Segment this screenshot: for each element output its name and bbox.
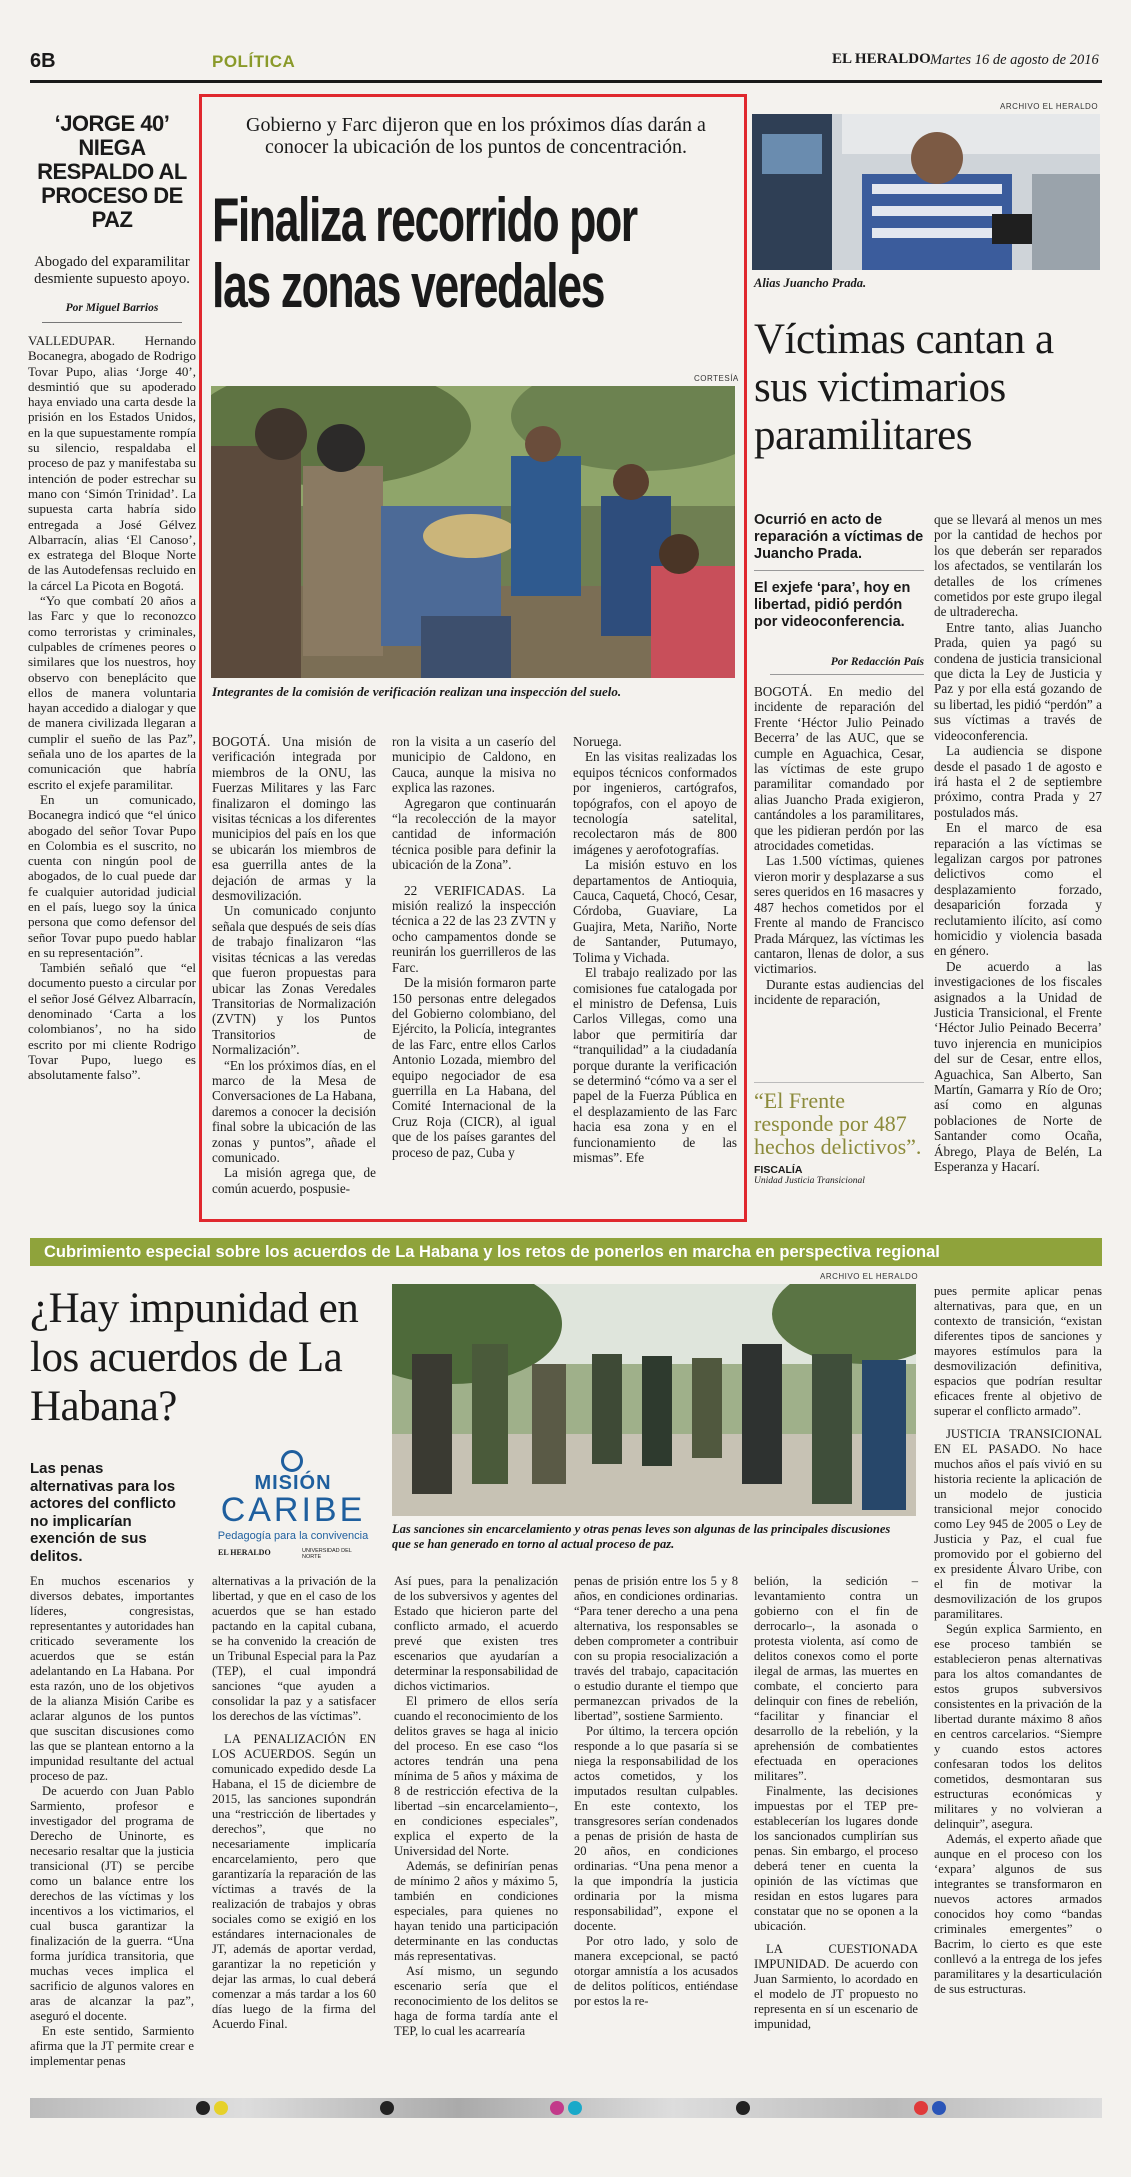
right-deck-rule (754, 570, 924, 571)
right-photo-credit: ARCHIVO EL HERALDO (1000, 102, 1099, 111)
left-story-rule (42, 322, 182, 323)
issue-date: Martes 16 de agosto de 2016 (930, 52, 1099, 68)
main-paragraph: Agregaron que continuarán “la recolección de la mayor cantidad de información técnica posible para definir la ubicación de la Zona”. (392, 795, 556, 873)
bottom-paragraph: Además, se definirían penas de mínimo 2 años y máximo 5, también en condiciones especiales, para quienes no hayan tenido una participación determinante en las conductas más representativas. (394, 1859, 558, 1963)
pull-quote-text: “El Frente responde por 487 hechos delictivos”. (754, 1088, 922, 1159)
bottom-paragraph: penas de prisión entre los 5 y 8 años, en condiciones ordinarias. “Para tener derecho a una pena alternativa, los responsables se deben comprometer a contribuir con su propia resocialización a través del trabajo, capacitación o estudio durante el tiempo que permanezcan privados de la libertad”, sostiene Sarmiento. (574, 1574, 738, 1723)
right-paragraph: La audiencia se dispone desde el pasado 1 de agosto e irá hasta el 2 de septiembre próximo, contra Prada y 27 postulados más. (934, 743, 1102, 820)
main-col-2 (392, 734, 556, 1160)
bottom-paragraph: En este sentido, Sarmiento afirma que la JT permite crear e implementar penas (30, 2024, 194, 2068)
registration-mark (196, 2101, 210, 2115)
left-paragraph: En un comunicado, Bocanegra indicó que “el único abogado del señor Tovar Pupo en Colombia es el suscrito, no cuenta con ningún pool de abogados, de lo cual puede dar fe cualquier autoridad judicial en el país, luego soy la única persona que como defensor del señor Tovar pupo puedo hablar en su representación”. (28, 791, 196, 960)
bottom-col-2 (212, 1574, 376, 2032)
bottom-paragraph: Además, el experto añade que aunque en el proceso con los ‘expara’ algunos de sus integrantes se transformaron en nuevos actores armados conocidos hoy como “bandas criminales emergentes” o Bacrim, lo cierto es que este conllevó a la entrega de los jefes paramilitares y la desarticulación de sus estructuras. (934, 1832, 1102, 1996)
bottom-paragraph: De acuerdo con Juan Pablo Sarmiento, profesor e investigador del programa de Derecho de Uninorte, es necesario resaltar que la justicia transicional (JT) se percibe como un balance entre los derechos de las víctimas y los incentivos a los victimarios, el cual busca garantizar la finalización de la guerra. “Una forma jurídica transitoria, que muchas veces implica el sacrificio de algunos valores en aras de alcanzar la paz”, aseguró el docente. (30, 1784, 194, 2023)
right-byline-rule (770, 674, 924, 675)
logo-partner-heraldo: EL HERALDO (218, 1548, 271, 1557)
right-paragraph: Entre tanto, alias Juancho Prada, quien ya pagó su condena de justicia transicional que dicta la Ley de Justicia y Paz y por ella está gozando de su libertad, les pidió “perdón” a sus víctimas a través de videoconferencia. (934, 619, 1102, 743)
section-label: POLÍTICA (212, 52, 296, 71)
right-col-2 (934, 512, 1102, 1174)
main-paragraph: “En los próximos días, en el marco de la Mesa de Conversaciones de La Habana, daremos a conocer la decisión final sobre la ubicación de las zonas y puntos”, añade el comunicado. (212, 1057, 376, 1165)
bottom-photo-credit: ARCHIVO EL HERALDO (820, 1272, 919, 1281)
bottom-photo (392, 1284, 916, 1516)
bottom-paragraph: Finalmente, las decisiones impuestas por el TEP pre-establecerían los lugares donde los sancionados cumplirían sus penas. Sin embargo, el proceso deberá tener en cuenta la opinión de las víctimas que residan en estos lugares para constatar que no se oponen a la ubicación. (754, 1784, 918, 1933)
bottom-photo-caption: Las sanciones sin encarcelamiento y otras penas leves son algunas de las principales discusiones que se han generado en torno al actual proceso de paz. (392, 1522, 891, 1551)
right-paragraph: que se llevará al menos un mes por la cantidad de hechos por los que deberán ser reparados los afectados, se ventilarán los detalles de los crímenes cometidos por este grupo ilegal de ultraderecha. (934, 512, 1102, 620)
bottom-paragraph: El primero de ellos sería cuando el reconocimiento de los delitos graves se haga al inicio del proceso. En ese caso “los actores tendrán una pena mínima de 5 años y máxima de 8 de restricción efectiva de la libertad –sin encarcelamiento–, en condiciones especiales”, explica el experto de la Universidad del Norte. (394, 1694, 558, 1858)
right-paragraph: En el marco de esa reparación a las víctimas se legalizan cargos por patrones delictivos como el desplazamiento forzado, desaparición forzada y reclutamiento ilícito, así como homicidio y violencia basada en género. (934, 820, 1102, 959)
main-paragraph: De la misión formaron parte 150 personas entre delegados del Gobierno colombiano, del Ejército, la Policía, integrantes de las Farc, entre ellos Carlos Antonio Lozada, miembro del equipo negociador de esa guerrilla en La Habana, del Comité Internacional de la Cruz Roja (CICR), al igual que de los países garantes del proceso de paz, Cuba y (392, 975, 556, 1160)
main-paragraph: Noruega. (573, 734, 622, 749)
juancho-prada-image (752, 114, 1100, 270)
right-paragraph: Durante estas audiencias del incidente de reparación, (754, 976, 924, 1008)
bottom-paragraph: JUSTICIA TRANSICIONAL EN EL PASADO. No hace muchos años el país vivió en su historia reciente la aplicación de un modelo de justicia transicional mejor conocido como Ley 945 de 2005 o Ley de Justicia y Paz, el cual fue promovido por el gobierno del ex presidente Álvaro Uribe, con el fin de motivar la desmovilización de los grupos paramilitares. (934, 1427, 1102, 1621)
right-story-headline: Víctimas cantan a sus victimarios paramilitares (754, 316, 1054, 459)
main-paragraph: La misión agrega que, de común acuerdo, pospusie- (212, 1165, 376, 1196)
page-number: 6B (30, 50, 56, 72)
main-story-headline (212, 188, 742, 320)
left-paragraph: También señaló que “el documento puesto a circular por el señor José Gélvez Albarracín, denominado ‘Carta a los colombianos’, no ha sido escrito por mi cliente Rodrigo Tovar Pupo, luego es absolutamente falso”. (28, 960, 196, 1083)
newspaper-name: EL HERALDO (832, 51, 931, 67)
bottom-paragraph: Así pues, para la penalización de los subversivos y agentes del Estado que hicieron parte del conflicto armado, el acuerdo prevé que existen tres escenarios que ayudarían a determinar la responsabilidad de dichos victimarios. (394, 1574, 559, 1693)
bottom-paragraph: Así mismo, un segundo escenario sería que el reconocimiento de los delitos se haga de forma tardía ante el TEP, lo cual les acarrearía (394, 1964, 558, 2038)
header-rule (30, 80, 1102, 83)
main-story-kicker: Gobierno y Farc dijeron que en los próximos días darán a conocer la ubicación de los puntos de concentración. (246, 114, 706, 158)
left-paragraph: “Yo que combatí 20 años a las Farc y que lo reconozco como terroristas y criminales, culpables de crímenes peores o similares que los nuestros, hoy observo con beneplácito que ellos de manera voluntaria hayan accedido a dialogar y que de manera civilizada llegaran a cumplir el sueño de las Paz”, señala uno de los apartes de la comunicación que habría escrito el exjefe paramilitar. (28, 593, 196, 792)
bottom-paragraph: LA CUESTIONADA IMPUNIDAD. De acuerdo con Juan Sarmiento, lo acordado en el modelo de JT propuesto no representa en sí un escenario de impunidad, (754, 1942, 918, 2031)
registration-mark (214, 2101, 228, 2115)
bottom-paragraph: Según explica Sarmiento, en ese proceso también se establecieron penas alternativas para los altos comandantes de estos grupos subversivos consistentes en la privación de la libertad durante máximo 8 años en centros carcelarios. “Siempre y cuando estos actores confesaran todos los delitos cometidos, desmontaran sus estructuras económicas y militares y no volvieran a delinquir”, asegura. (934, 1622, 1102, 1831)
registration-mark (736, 2101, 750, 2115)
left-paragraph: VALLEDUPAR. Hernando Bocanegra, abogado de Rodrigo Tovar Pupo, alias ‘Jorge 40’, desmintió que su apoderado haya enviado una carta desde la prisión en los Estados Unidos, en la que supuestamente rompía su silencio, respaldaba el proceso de paz y manifestaba su intención de poder estrechar su mano con ‘Simón Trinidad’. La supuesta carta habría sido entregada a José Gélvez Albarracín, alias ‘El Canoso’, ex estratega del Bloque Norte de las Autodefensas recluido en la cárcel La Picota en Bogotá. (28, 333, 196, 593)
main-paragraph: 22 VERIFICADAS. La misión realizó la inspección técnica a 22 de las 23 ZVTN y ocho campamentos donde se reunirán los guerrilleros de las Farc. (392, 882, 556, 975)
logo-tagline: Pedagogía para la convivencia (217, 1530, 369, 1542)
special-coverage-banner (30, 1238, 1102, 1266)
main-paragraph: El trabajo realizado por las comisiones fue catalogada por el ministro de Defensa, Luis Carlos Villegas, como una labor que permitiría dar “tranquilidad” a la ciudadanía porque durante la verificación se determinó “cómo va a ser el papel de la Fuerza Pública en el desplazamiento de las Farc hacia esa zona y en el funcionamiento de las mismas”. Efe (573, 965, 737, 1165)
left-story-byline: Por Miguel Barrios (65, 302, 159, 314)
main-paragraph: La misión estuvo en los departamentos de Antioquia, Cauca, Caquetá, Chocó, Cesar, Córdoba, Guaviare, La Guajira, Meta, Nariño, Norte de Santander, Putumayo, Tolima y Vichada. (573, 857, 737, 965)
bottom-paragraph: Por último, la tercera opción responde a lo que pasaría si se niega la responsabilidad de los actos cometidos, y los imputados resultan culpables. En este contexto, los transgresores serían condenados a penas de prisión de hasta de 20 años, en condiciones ordinarias. “Una pena menor a la que impondría la justicia ordinaria por la misma responsabilidad”, expone el docente. (574, 1724, 738, 1933)
main-paragraph: En las visitas realizadas los equipos técnicos conformados por ingenieros, cartógrafos, topógrafos, con el apoyo de tecnología satelital, recolectaron más de 800 imágenes y aerofotografías. (573, 749, 737, 857)
registration-mark (932, 2101, 946, 2115)
registration-mark (914, 2101, 928, 2115)
main-col-1 (212, 734, 376, 1196)
left-story-body (28, 333, 196, 1083)
right-paragraph: De acuerdo a las investigaciones de los fiscales asignados a la Unidad de Justicia Transicional, el Frente ‘Héctor Julio Peinado Becerra’ tuvo injerencia en municipios del sur de Cesar, entre ellos, Aguachica, San Alberto, San Martín, Gamarra y Río de Oro; así como en algunas poblaciones de Norte de Santander como Ocaña, Ábrego, Playa de Belén, La Esperanza y Hacarí. (934, 958, 1102, 1175)
main-paragraph: Un comunicado conjunto señala que después de seis días de trabajo finalizaron “las visitas técnicas a las veredas que fueron propuestas para ubicar las Zonas Veredales Transitorias de Normalización (ZVTN) y los Puntos Transitorios de Normalización”. (212, 903, 376, 1058)
right-photo-caption: Alias Juancho Prada. (754, 276, 867, 290)
right-paragraph: Las 1.500 víctimas, quienes vieron morir y desplazarse a sus seres queridos en 16 masacres y 487 hechos cometidos por el Frente al mando de Francisco Prada Márquez, las víctimas les cantaron, llenas de dolor, a sus victimarios. (754, 853, 924, 977)
bottom-col-3 (394, 1574, 558, 2039)
left-story-deck: Abogado del exparamilitar desmiente supuesto apoyo. (34, 254, 190, 287)
main-photo-caption: Integrantes de la comisión de verificación realizan una inspección del suelo. (212, 684, 622, 699)
bottom-story-deck: Las penas alternativas para los actores del conflicto no implicarían exención de sus delitos. (30, 1460, 176, 1565)
armed-group-march-image (392, 1284, 916, 1516)
main-headline-line1: Finaliza recorrido por (212, 186, 637, 255)
logo-top-word: MISIÓN (254, 1472, 332, 1494)
bottom-col-4 (574, 1574, 738, 2009)
bottom-paragraph: pues permite aplicar penas alternativas, para que, en un contexto de transición, “existan diferentes tipos de sanciones y mayores estímulos para la desmovilización definitiva, espacios que podrían resultar eficaces frente al objetivo de superar el conflicto armado”. (934, 1284, 1102, 1418)
pull-quote-source: FISCALÍA (754, 1164, 803, 1176)
main-headline-line2: las zonas veredales (212, 252, 605, 321)
logo-partner-uninorte: UNIVERSIDAD DEL NORTE (302, 1548, 352, 1560)
bottom-paragraph: alternativas a la privación de la libertad, y que en el caso de los acuerdos que se han estado pactando en la capital cubana, se ha convenido la creación de un Tribunal Especial para la Paz (TEP), el cual impondrá sanciones “que ayuden a consolidar la paz y a satisfacer los derechos de las víctimas”. (212, 1574, 376, 1723)
bottom-col-1 (30, 1574, 194, 2069)
right-col-1 (754, 684, 924, 1008)
right-paragraph: BOGOTÁ. En medio del incidente de reparación del Frente ‘Héctor Julio Peinado Becerra’ de las AUC, que se cumple en Aguachica, Cesar, las víctimas de este grupo paramilitar comandado por alias Juancho Prada exigieron, cantándoles a los paramilitares, que les pidieran perdón por las atrocidades cometidas. (754, 684, 924, 854)
banner-text: Cubrimiento especial sobre los acuerdos de La Habana y los retos de ponerlos en marcha en perspectiva regional (44, 1243, 940, 1261)
bottom-story-headline: ¿Hay impunidad en los acuerdos de La Habana? (30, 1285, 359, 1430)
bottom-paragraph: En muchos escenarios y diversos debates, importantes líderes, congresistas, representantes y autoridades han criticado severamente los acuerdos que se están adelantando en La Habana. Por esta razón, uno de los objetivos de la alianza Misión Caribe es aclarar algunos de los puntos que suscitan discusiones como las que se plantean entorno a la impunidad resultante del actual proceso de paz. (30, 1574, 195, 1783)
left-story-headline: ‘JORGE 40’ NIEGA RESPALDO AL PROCESO DE PAZ (37, 111, 187, 232)
bottom-col-6 (934, 1284, 1102, 1997)
main-paragraph: ron la visita a un caserío del municipio de Caldono, en Cauca, aunque la misiva no explica las razones. (392, 734, 556, 796)
bottom-paragraph: Por otro lado, y solo de manera excepcional, se pactó otorgar amnistía a los acusados de delitos políticos, entiéndase por estos la re- (574, 1934, 738, 2008)
right-story-deck-1: Ocurrió en acto de reparación a víctimas de Juancho Prada. (754, 512, 924, 562)
registration-mark (550, 2101, 564, 2115)
logo-globe-icon (281, 1450, 303, 1472)
left-story (28, 112, 196, 1083)
main-photo (211, 386, 735, 678)
bottom-col-5 (754, 1574, 918, 2032)
right-story-deck-2: El exjefe ‘para’, hoy en libertad, pidió perdón por videoconferencia. (754, 580, 911, 630)
verification-team-image (211, 386, 735, 678)
bottom-paragraph: belión, la sedición –levantamiento contra un gobierno con el fin de derrocarlo–, la asonada o protesta violenta, así como de delitos conexos como el porte ilegal de armas, las muertes en combate, el concierto para delinquir con fines de rebelión, “facilitar y financiar el desarrollo de la rebelión, y la aprehensión de combatientes efectuada en operaciones militares”. (754, 1574, 918, 1783)
logo-main-word: CARIBE (220, 1491, 366, 1529)
pull-quote-source-sub: Unidad Justicia Transicional (754, 1176, 865, 1186)
registration-mark (380, 2101, 394, 2115)
right-story-byline: Por Redacción País (830, 656, 924, 668)
registration-mark (568, 2101, 582, 2115)
main-paragraph: BOGOTÁ. Una misión de verificación integrada por miembros de la ONU, las Fuerzas Militares y las Farc finalizaron el domingo las visitas técnicas a los diferentes municipios del país en los que se ubicarán los miembros de esa guerrilla antes de la dejación de armas y la desmovilización. (212, 734, 376, 904)
pull-quote (754, 1082, 924, 1186)
main-photo-credit: CORTESÍA (694, 374, 739, 383)
right-photo (752, 114, 1100, 270)
pull-quote-rule (754, 1082, 924, 1083)
main-col-3 (573, 734, 737, 1165)
mision-caribe-logo (208, 1450, 378, 1566)
bottom-paragraph: LA PENALIZACIÓN EN LOS ACUERDOS. Según un comunicado expedido desde La Habana, el 15 de diciembre de 2015, las sanciones supondrán una “restricción de libertades y derechos”, que no necesariamente implicaría encarcelamiento, pero que garantizaría la reparación de las víctimas a través de la realización de trabajos y obras sociales como se exigió en los estándares internacionales de JT, además de aportar verdad, garantizar la no repetición y dejar las armas, lo cual deberá comenzar a más tardar a los 60 días luego de la firma del Acuerdo Final. (212, 1732, 376, 2031)
